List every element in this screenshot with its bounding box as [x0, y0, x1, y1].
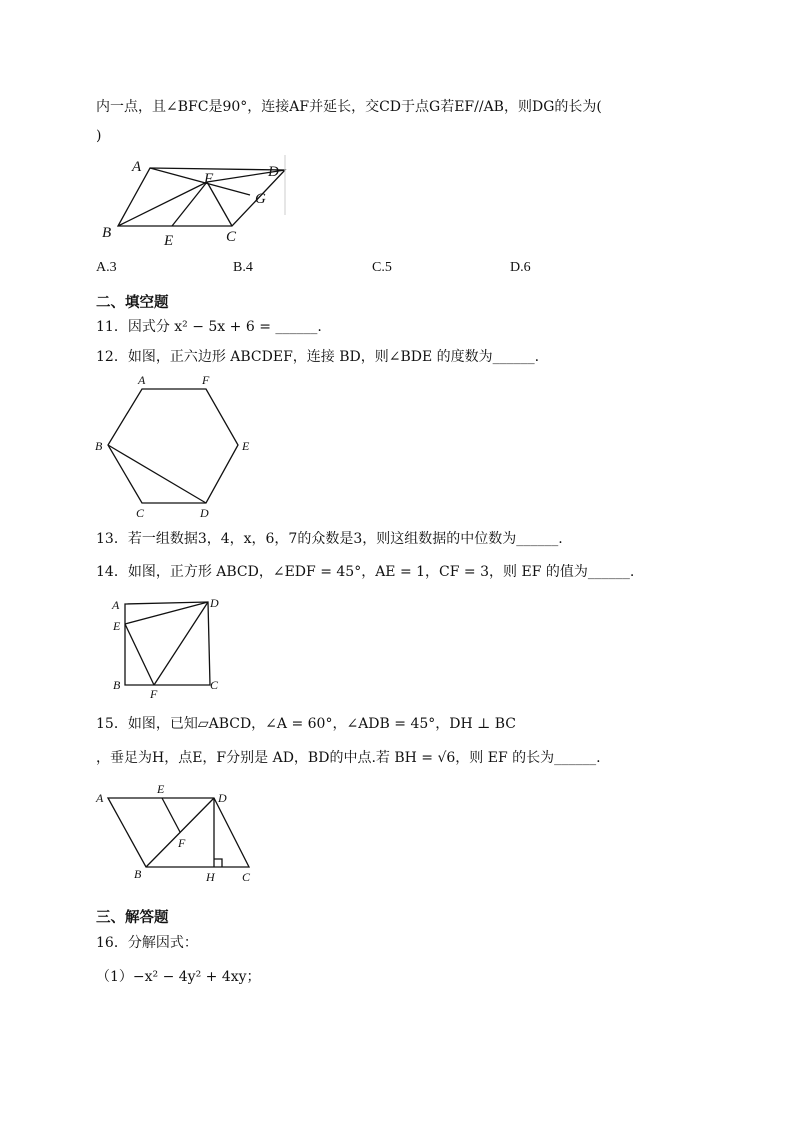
q10-label-B: B	[102, 225, 112, 241]
q10-option-d: D.6	[510, 260, 531, 275]
q10-label-G: G	[255, 191, 266, 207]
q15-label-F: F	[178, 836, 186, 850]
q12-text: 12．如图，正六边形 ABCDEF，连接 BD，则∠BDE 的度数为______.	[96, 349, 540, 365]
q12-label-E: E	[242, 439, 250, 453]
q15-line2: ，垂足为H，点E，F分别是 AD，BD的中点.若 BH = √6，则 EF 的长为______.	[96, 750, 601, 766]
q14-label-B: B	[113, 678, 121, 692]
q10-stem-line2: )	[96, 128, 102, 144]
q12-label-D: D	[200, 506, 209, 520]
q16-part1: （1）−x² − 4y² + 4xy；	[96, 969, 261, 985]
q10-option-c: C.5	[372, 260, 392, 275]
q14-figure	[110, 592, 230, 702]
q10-label-E: E	[164, 233, 174, 249]
q14-segment-EF	[125, 624, 154, 685]
section-2-title: 二、填空题	[96, 295, 169, 311]
q15-label-D: D	[218, 791, 227, 805]
q15-figure	[94, 780, 264, 888]
q15-label-A: A	[96, 791, 104, 805]
q12-label-A: A	[138, 373, 146, 387]
q15-label-H: H	[206, 870, 215, 884]
q15-label-E: E	[157, 782, 165, 796]
q12-label-B: B	[95, 439, 103, 453]
q12-label-C: C	[136, 506, 145, 520]
q10-label-C: C	[226, 229, 237, 245]
q16-text: 16．分解因式：	[96, 935, 198, 951]
q12-diagonal-BD	[108, 445, 206, 503]
q15-segment-EF	[162, 798, 180, 832]
section-3-title: 三、解答题	[96, 910, 169, 926]
q15-diagonal-BD	[146, 798, 214, 867]
q14-square	[125, 602, 210, 685]
q14-label-F: F	[150, 687, 158, 701]
q10-label-A: A	[132, 159, 142, 175]
q10-figure	[100, 155, 300, 250]
q14-label-E: E	[113, 619, 121, 633]
q12-figure	[94, 373, 264, 521]
q10-option-b: B.4	[233, 260, 253, 275]
q15-parallelogram	[108, 798, 249, 867]
q10-label-F: F	[204, 171, 214, 187]
q10-label-D: D	[268, 164, 279, 180]
q12-hexagon	[108, 389, 238, 503]
q14-label-D: D	[210, 596, 219, 610]
q14-label-A: A	[112, 598, 120, 612]
q10-segment-BF	[118, 182, 207, 226]
q10-segment-EF	[172, 182, 207, 226]
q15-right-angle-mark	[214, 859, 222, 867]
q14-label-C: C	[210, 678, 219, 692]
q15-label-B: B	[134, 867, 142, 881]
q13-text: 13．若一组数据3，4，x，6，7的众数是3，则这组数据的中位数为______.	[96, 531, 563, 547]
q10-option-a: A.3	[96, 260, 117, 275]
q11-text: 11．因式分 x² − 5x + 6 = ______.	[96, 319, 322, 335]
q10-stem-line1: 内一点，且∠BFC是90°，连接AF并延长，交CD于点G若EF//AB，则DG的长为(	[96, 99, 602, 115]
q15-label-C: C	[242, 870, 251, 884]
q14-text: 14．如图，正方形 ABCD，∠EDF = 45°，AE = 1，CF = 3，则 EF 的值为______.	[96, 564, 635, 580]
q12-label-F: F	[202, 373, 210, 387]
q15-line1: 15．如图，已知▱ABCD，∠A = 60°，∠ADB = 45°，DH ⊥ BC	[96, 716, 517, 732]
